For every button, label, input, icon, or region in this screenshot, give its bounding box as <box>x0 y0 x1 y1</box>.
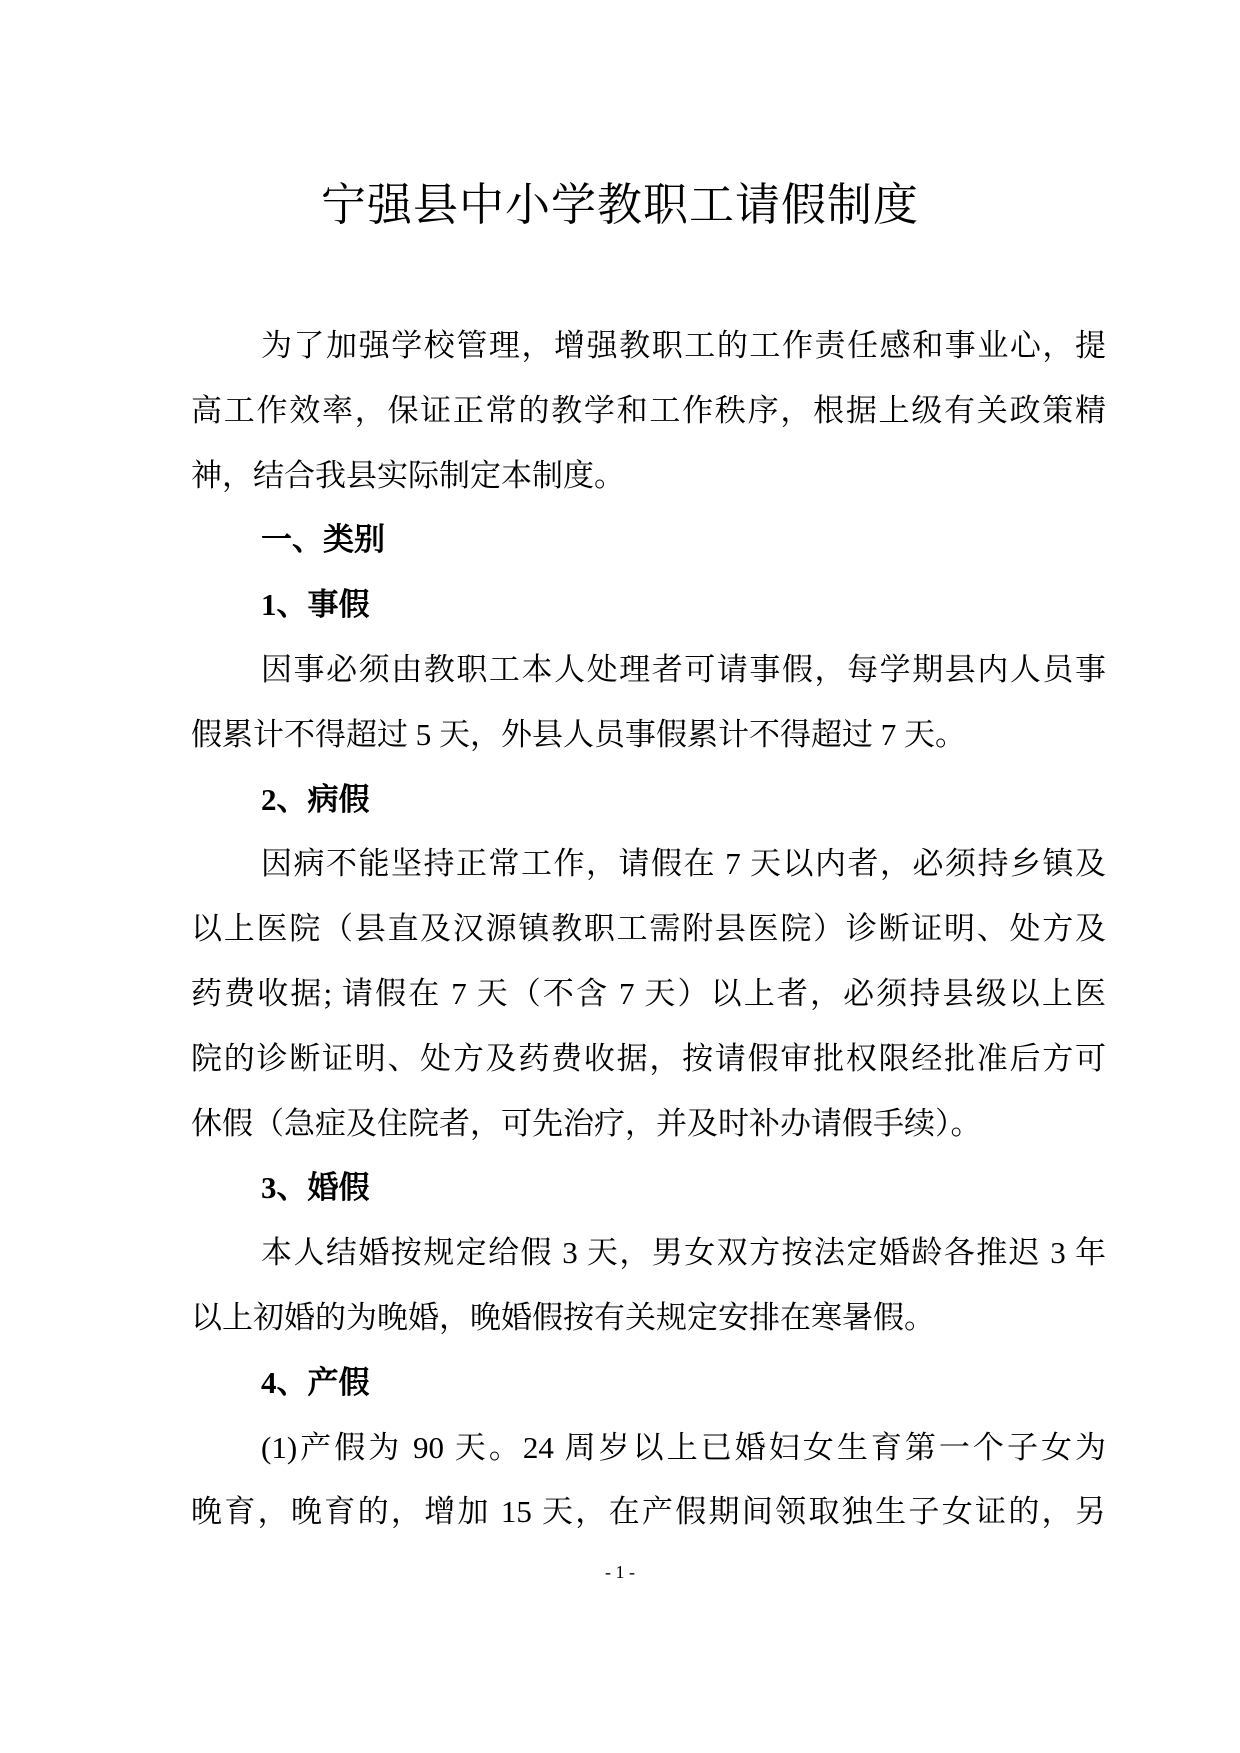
maternity-leave-line: 晚育，晚育的，增加 15 天，在产假期间领取独生子女证的，另 <box>191 1494 1106 1530</box>
marriage-leave-line: 以上初婚的为晚婚，晚婚假按有关规定安排在寒暑假。 <box>191 1299 935 1335</box>
page-number: - 1 - <box>605 1562 635 1582</box>
section-heading-categories: 一、类别 <box>261 522 385 558</box>
sick-leave-line: 药费收据; 请假在 7 天（不含 7 天）以上者，必须持县级以上医 <box>191 975 1106 1011</box>
sick-leave-line: 院的诊断证明、处方及药费收据，按请假审批权限经批准后方可 <box>191 1040 1106 1076</box>
subheading-maternity-leave: 4、产假 <box>261 1364 370 1400</box>
sick-leave-line: 休假（急症及住院者，可先治疗，并及时补办请假手续）。 <box>191 1105 982 1141</box>
sick-leave-line: 以上医院（县直及汉源镇教职工需附县医院）诊断证明、处方及 <box>191 911 1106 947</box>
personal-leave-line: 因事必须由教职工本人处理者可请事假，每学期县内人员事 <box>261 651 1106 687</box>
document-body <box>191 314 1106 1545</box>
sick-leave-line: 因病不能坚持正常工作，请假在 7 天以内者，必须持乡镇及 <box>261 846 1106 882</box>
marriage-leave-line: 本人结婚按规定给假 3 天，男女双方按法定婚龄各推迟 3 年 <box>261 1235 1106 1271</box>
intro-paragraph-line: 为了加强学校管理，增强教职工的工作责任感和事业心，提 <box>261 328 1106 363</box>
maternity-leave-line: (1)产假为 90 天。24 周岁以上已婚妇女生育第一个子女为 <box>261 1429 1106 1465</box>
personal-leave-line: 假累计不得超过 5 天，外县人员事假累计不得超过 7 天。 <box>191 716 966 752</box>
subheading-sick-leave: 2、病假 <box>261 781 370 817</box>
intro-paragraph-line: 高工作效率，保证正常的教学和工作秩序，根据上级有关政策精 <box>191 392 1106 428</box>
subheading-marriage-leave: 3、婚假 <box>261 1170 370 1206</box>
document-title: 宁强县中小学教职工请假制度 <box>320 178 919 231</box>
intro-paragraph-line: 神，结合我县实际制定本制度。 <box>191 457 625 493</box>
subheading-personal-leave: 1、事假 <box>261 587 370 623</box>
